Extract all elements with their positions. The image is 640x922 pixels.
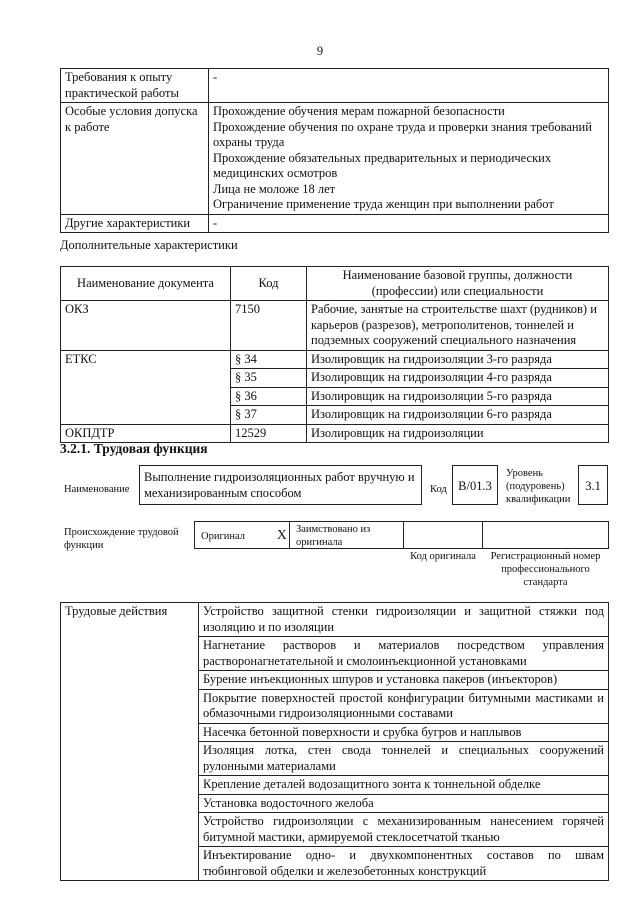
- name-cell: Изолировщик на гидроизоляции: [307, 424, 609, 443]
- name-cell: Изолировщик на гидроизоляции 6-го разряда: [307, 406, 609, 425]
- borrowed-box: [289, 521, 404, 549]
- original-code-box: [403, 521, 483, 549]
- section-title: 3.2.1. Трудовая функция: [60, 441, 208, 456]
- original-box: [194, 521, 290, 549]
- header-doc: Наименование документа: [61, 267, 231, 301]
- code-cell: 7150: [231, 301, 307, 351]
- actions-table: [60, 602, 609, 881]
- action-item: Бурение инъекционных шпуров и установка пакеров (инъекторов): [199, 671, 609, 690]
- reg-number-box: [482, 521, 609, 549]
- action-item: Насечка бетонной поверхности и срубка бугров и наплывов: [199, 723, 609, 742]
- function-name-box: Выполнение гидроизоляционных работ вручную и механизированным способом: [139, 465, 422, 505]
- requirement-line: Прохождение обучения мерам пожарной безопасности: [213, 104, 505, 118]
- action-item: Инъектирование одно- и двухкомпонентных составов по швам тюбинговой обделки и железобетонных конструкций: [199, 847, 609, 881]
- original-mark: X: [277, 527, 287, 542]
- table-row: [61, 603, 609, 637]
- name-cell: Изолировщик на гидроизоляции 4-го разряда: [307, 369, 609, 388]
- origin-label: Происхождение трудовой функции: [64, 527, 179, 551]
- row-value: [209, 103, 609, 215]
- doc-cell: ОКЗ: [61, 301, 231, 351]
- table-row: [61, 424, 609, 443]
- action-item: Устройство гидроизоляции с механизированным нанесением горячей битумной мастики, армируемой стеклосетчатой тканью: [199, 813, 609, 847]
- doc-cell: ЕТКС: [61, 350, 231, 424]
- code-label: Код: [430, 484, 447, 495]
- action-item: Устройство защитной стенки гидроизоляции и защитной стяжки под изоляцию и по изоляции: [199, 603, 609, 637]
- row-value: -: [209, 214, 609, 233]
- original-label: Оригинал: [201, 531, 245, 542]
- row-label: Требования к опыту практической работы: [61, 69, 209, 103]
- name-cell: Рабочие, занятые на строительстве шахт (рудников) и карьеров (разрезов), метрополитенов, тоннелей и подземных сооружений специального назначения: [307, 301, 609, 351]
- reg-caption: Регистрационный номер профессионального стандарта: [490, 551, 601, 588]
- table-header-row: [61, 267, 609, 301]
- additional-heading: Дополнительные характеристики: [60, 238, 238, 252]
- row-value: -: [209, 69, 609, 103]
- actions-label: Трудовые действия: [61, 603, 199, 881]
- action-item: Нагнетание растворов и материалов посредством управления растворонагнетательной и смолоинъекционной установками: [199, 637, 609, 671]
- name-label: Наименование: [64, 484, 130, 495]
- header-code: Код: [231, 267, 307, 301]
- code-caption: Код оригинала: [410, 551, 476, 562]
- table-row: [61, 301, 609, 351]
- name-cell: Изолировщик на гидроизоляции 5-го разряда: [307, 387, 609, 406]
- doc-cell: ОКПДТР: [61, 424, 231, 443]
- action-item: Крепление деталей водозащитного зонта к тоннельной обделке: [199, 776, 609, 795]
- name-cell: Изолировщик на гидроизоляции 3-го разряда: [307, 350, 609, 369]
- requirements-table: [60, 68, 609, 233]
- table-row: [61, 103, 609, 215]
- code-cell: 12529: [231, 424, 307, 443]
- action-item: Установка водосточного желоба: [199, 794, 609, 813]
- table-row: [61, 69, 609, 103]
- table-row: [61, 350, 609, 369]
- row-label: Особые условия допуска к работе: [61, 103, 209, 215]
- requirement-line: Лица не моложе 18 лет: [213, 181, 336, 196]
- table-row: [61, 214, 609, 233]
- requirement-line: Прохождение обязательных предварительных и периодических медицинских осмотров: [213, 150, 552, 180]
- action-item: Покрытие поверхностей простой конфигурации битумными мастиками и обмазочными гидроизоляционными составами: [199, 689, 609, 723]
- action-item: Изоляция лотка, стен свода тоннелей и специальных сооружений рулонными материалами: [199, 742, 609, 776]
- requirement-line: Ограничение применение труда женщин при выполнении работ: [213, 197, 554, 211]
- function-code-box: В/01.3: [452, 465, 498, 505]
- requirement-line: Прохождение обучения по охране труда и проверки знания требований охраны труда: [213, 119, 592, 149]
- level-label: Уровень (подуровень) квалификации: [506, 468, 571, 505]
- code-cell: § 36: [231, 387, 307, 406]
- code-cell: § 34: [231, 350, 307, 369]
- level-box: 3.1: [578, 465, 608, 505]
- borrowed-label: Заимствовано из оригинала: [296, 524, 371, 548]
- row-label: Другие характеристики: [61, 214, 209, 233]
- page-number: 9: [316, 44, 324, 58]
- header-name: Наименование базовой группы, должности (профессии) или специальности: [307, 267, 609, 301]
- code-cell: § 35: [231, 369, 307, 388]
- code-cell: § 37: [231, 406, 307, 425]
- additional-table: [60, 266, 609, 443]
